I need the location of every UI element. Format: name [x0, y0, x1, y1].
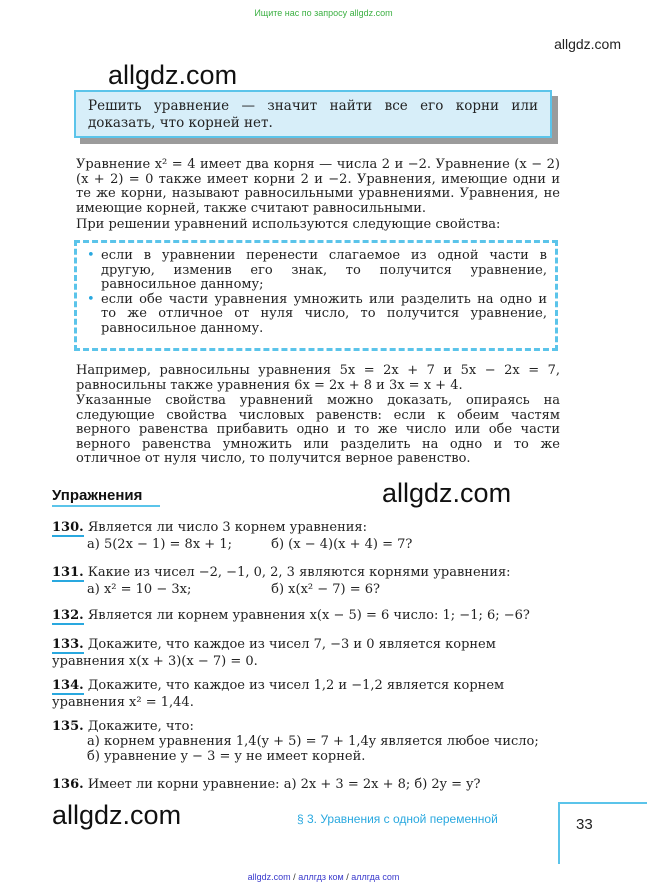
paragraph-2: При решении уравнений используются следующие свойства:	[76, 217, 501, 232]
bottom-link-2[interactable]: аллгдз ком	[298, 872, 344, 882]
page-number: 33	[576, 816, 593, 833]
exercise-text: Имеет ли корни уравнение: а) 2x + 3 = 2x + 8; б) 2y = y?	[87, 777, 481, 792]
exercise-text: Докажите, что каждое из чисел 1,2 и −1,2 является корнем уравнения x² = 1,44.	[52, 678, 505, 710]
watermark-top: allgdz.com	[108, 60, 238, 90]
property-text: если в уравнении перенести слагаемое из одной части в другую, изменив его знак, то получится уравнение, равносильное данному;	[101, 248, 547, 293]
bullet-icon: •	[87, 291, 95, 307]
exercise-number: 136.	[52, 777, 84, 792]
exercise-135	[52, 719, 562, 764]
exercise-part-b: б) (x − 4)(x + 4) = 7?	[271, 537, 413, 552]
bullet-icon: •	[87, 248, 95, 263]
exercise-133	[52, 637, 562, 669]
exercise-number: 134.	[52, 678, 84, 693]
section-underline	[52, 505, 160, 507]
exercise-part-a: а) 5(2x − 1) = 8x + 1;	[87, 537, 232, 552]
separator: /	[293, 872, 296, 882]
property-item	[87, 249, 547, 293]
property-item	[87, 293, 547, 337]
exercise-text: Докажите, что каждое из чисел 7, −3 и 0 является корнем уравнения x(x + 3)(x − 7) = 0.	[52, 637, 496, 669]
exercise-text: Докажите, что:	[87, 719, 194, 734]
exercise-part-a: а) x² = 10 − 3x;	[87, 582, 192, 597]
exercise-number: 132.	[52, 608, 84, 623]
exercise-number: 133.	[52, 637, 84, 652]
footer-divider-horizontal	[558, 802, 647, 804]
footer-divider-vertical	[558, 802, 560, 864]
exercise-131	[52, 565, 562, 597]
paragraph-1: Уравнение x² = 4 имеет два корня — числа 2 и −2. Уравнение (x − 2)(x + 2) = 0 также имеет корни 2 и −2. Уравнения, имеющие одни и те же корни, называют равносильными уравнениями. Уравнения, не имеющие корней, также считают равносильными.	[76, 157, 560, 216]
exercise-134	[52, 678, 562, 710]
bottom-banner	[0, 872, 647, 882]
separator: /	[346, 872, 349, 882]
property-text: если обе части уравнения умножить или разделить на одно и то же отличное от нуля число, то получится уравнение, равносильное данному.	[101, 291, 547, 336]
exercise-text: Является ли число 3 корнем уравнения:	[87, 520, 367, 535]
bottom-link-3[interactable]: аллгда com	[351, 872, 400, 882]
watermark-right: allgdz.com	[554, 36, 621, 52]
watermark-bottom: allgdz.com	[52, 800, 182, 830]
footer-section-title: § 3. Уравнения с одной переменной	[297, 812, 498, 826]
exercise-number: 135.	[52, 719, 84, 734]
exercise-130	[52, 520, 562, 552]
top-banner[interactable]: Ищите нас по запросу allgdz.com	[254, 8, 393, 18]
exercise-number: 130.	[52, 520, 84, 535]
exercise-132	[52, 608, 562, 625]
bottom-link-1[interactable]: allgdz.com	[247, 872, 291, 882]
paragraph-3: Например, равносильны уравнения 5x = 2x + 7 и 5x − 2x = 7, равносильны также уравнения 6x = 2x + 8 и 3x = x + 4.	[76, 363, 560, 393]
exercise-text: Какие из чисел −2, −1, 0, 2, 3 являются корнями уравнения:	[87, 565, 511, 580]
paragraph-4: Указанные свойства уравнений можно доказать, опираясь на следующие свойства числовых равенств: если к обеим частям верного равенства прибавить одно и то же число или обе части верного равенства умножить или разделить на одно и то же отличное от нуля число, то получится верное равенство.	[76, 393, 560, 467]
exercise-part-a: а) корнем уравнения 1,4(y + 5) = 7 + 1,4y является любое число;	[87, 734, 539, 749]
exercise-number: 131.	[52, 565, 84, 580]
section-title: Упражнения	[52, 487, 143, 504]
rule-box: Решить уравнение — значит найти все его корни или доказать, что корней нет.	[74, 90, 552, 138]
exercise-part-b: б) уравнение y − 3 = y не имеет корней.	[87, 749, 366, 764]
exercise-text: Является ли корнем уравнения x(x − 5) = 6 число: 1; −1; 6; −6?	[87, 608, 530, 623]
exercise-136	[52, 777, 562, 792]
watermark-middle: allgdz.com	[382, 478, 512, 508]
properties-box	[74, 240, 558, 351]
exercise-part-b: б) x(x² − 7) = 6?	[271, 582, 381, 597]
